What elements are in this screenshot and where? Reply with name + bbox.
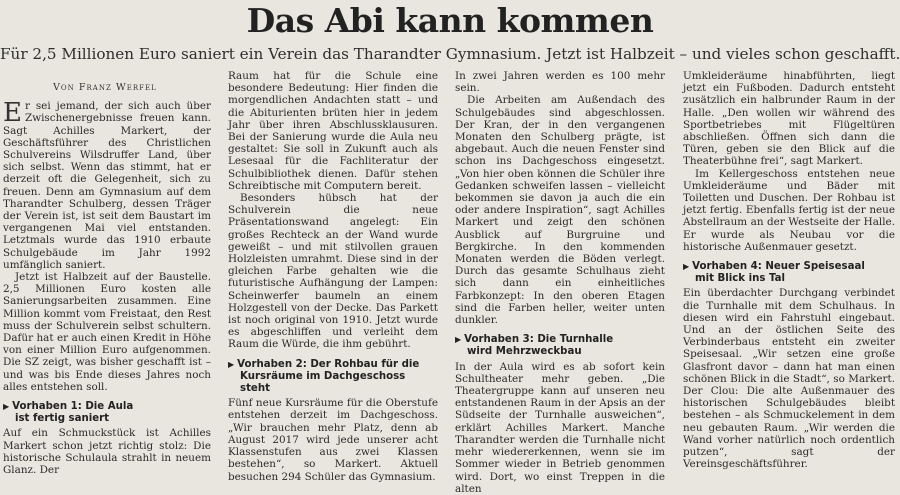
column-4	[683, 70, 895, 471]
paragraph-text: r sei jemand, der sich auch über Zwischenergebnisse freuen kann. Sagt Achilles Markert, der Geschäftsführer des Christlichen Schulvereins Wilsdruffer Land, über sich selbst. Wenn das stimmt, hat er derzeit oft die Gelegenheit, sich zu freuen. Denn am Gymnasium auf dem Tharandter Schulberg, dessen Träger der Verein ist, ist seit dem Baustart im vergangenen Mai viel entstanden. Letztmals wurde das 1910 erbaute Schulgebäude im Jahr 1992 umfänglich saniert.	[3, 100, 211, 271]
drop-cap: E	[3, 98, 22, 129]
paragraph: In der Aula wird es ab sofort kein Schultheater mehr geben. „Die Theatergruppe kann auf unseren neu entstandenen Raum in der Apsis an der Südseite der Turnhalle ausweichen“, erklärt Achilles Markert. Manche Tharandter werden die Turnhalle nicht mehr wiedererkennen, wenn sie im Sommer wieder in Betrieb genommen wird. Dort, wo einst Treppen in die alten	[455, 360, 665, 495]
triangle-bullet-icon: ▶	[455, 335, 462, 345]
paragraph: Auf ein Schmuckstück ist Achilles Markert schon jetzt richtig stolz: Die historische Schulaula strahlt in neuem Glanz. Der	[3, 427, 211, 477]
triangle-bullet-icon: ▶	[3, 402, 10, 412]
paragraph: Umkleideräume hinabführten, liegt jetzt ein Fußboden. Dadurch entsteht zusätzlich ein halbrunder Raum in der Halle. „Den wollen wir während des Sportbetriebes mit Flügeltüren abschließen. Öffnen sich dann die Türen, geben sie den Blick auf die Theaterbühne frei“, sagt Markert.	[683, 70, 895, 168]
heading-line: Vorhaben 4: Neuer Speisesaal	[692, 261, 865, 273]
byline: Von Franz Werfel	[53, 82, 157, 93]
paragraph: Raum hat für die Schule eine besondere Bedeutung: Hier finden die morgendlichen Andachten statt – und die Abiturienten brüten hier in jedem Jahr über ihren Abschlussklausuren. Bei der Sanierung wurde die Aula neu gestaltet: Sie soll in Zukunft auch als Lesesaal für die Fachliteratur der Schulbibliothek dienen. Dafür stehen Schreibtische mit Computern bereit.	[228, 70, 438, 192]
section-heading	[228, 359, 438, 396]
paragraph: Fünf neue Kursräume für die Oberstufe entstehen derzeit im Dachgeschoss. „Wir brauchen mehr Platz, denn ab August 2017 wird jede unserer acht Klassenstufen aus zwei Klassen bestehen“, so Markert. Aktuell besuchen 294 Schüler das Gymnasium.	[228, 397, 438, 483]
paragraph	[3, 100, 211, 271]
triangle-bullet-icon: ▶	[228, 359, 235, 369]
column-3	[455, 70, 665, 495]
section-heading	[3, 401, 211, 425]
paragraph: In zwei Jahren werden es 100 mehr sein.	[455, 70, 665, 95]
article-columns	[0, 70, 900, 495]
paragraph: Besonders hübsch hat der Schulverein die neue Präsentationswand angelegt: Ein großes Rechteck an der Wand wurde geweißt – und mit stilvollen grauen Holzleisten umrahmt. Diese sind in der gleichen Farbe gehalten wie die futuristische Aufhängung der Lampen: Scheinwerfer baumeln an einem Holzgestell von der Decke. Das Parkett ist noch original von 1910. Jetzt wurde es abgeschliffen und verleiht dem Raum die Würde, die ihm gebührt.	[228, 192, 438, 351]
headline: Das Abi kann kommen	[246, 1, 654, 40]
heading-line: mit Blick ins Tal	[695, 273, 785, 285]
heading-line: wird Mehrzweckbau	[467, 346, 582, 358]
heading-line: Vorhaben 3: Die Turnhalle	[464, 334, 614, 346]
column-1	[3, 70, 211, 477]
section-heading	[683, 261, 895, 285]
heading-line: Vorhaben 1: Die Aula	[12, 401, 134, 413]
section-heading	[455, 334, 665, 358]
heading-line: Vorhaben 2: Der Rohbau für die	[237, 358, 420, 370]
paragraph: Im Kellergeschoss entstehen neue Umkleideräume und Bäder mit Toiletten und Duschen. Der Rohbau ist jetzt fertig. Ebenfalls fertig ist der neue Abstellraum an der Westseite der Halle. Er wurde als Neubau vor die historische Außenmauer gesetzt.	[683, 167, 895, 253]
paragraph: Die Arbeiten am Außendach des Schulgebäudes sind abgeschlossen. Der Kran, der in den vergangenen Monaten den Schulberg prägte, ist abgebaut. Auch die neuen Fenster sind schon ins Dachgeschoss eingesetzt. „Von hier oben können die Schüler ihre Gedanken schweifen lassen – vielleicht bekommen sie davon ja auch die ein oder andere Inspiration“, sagt Achilles Markert und zeigt den schönen Ausblick auf Burgruine und Bergkirche. In den kommenden Monaten werden die Böden verlegt. Durch das gesamte Schulhaus zieht sich dann ein einheitliches Farbkonzept: In den oberen Etagen sind die Farben heller, weiter unten dunkler.	[455, 94, 665, 327]
paragraph: Ein überdachter Durchgang verbindet die Turnhalle mit dem Schulhaus. In diesen wird ein Fahrstuhl eingebaut. Und an der östlichen Seite des Verbinderbaus entsteht ein zweiter Speisesaal. „Wir setzen eine große Glasfront davor – dann hat man einen schönen Blick in die Stadt“, so Markert. Der Clou: Die alte Außenmauer des historischen Schulgebäudes bleibt bestehen – als Schmuckelement in dem neu gebauten Raum. „Wir werden die Wand vorher natürlich noch ordentlich putzen“, sagt der Vereinsgeschäftsführer.	[683, 287, 895, 471]
triangle-bullet-icon: ▶	[683, 262, 690, 272]
column-2	[228, 70, 438, 483]
paragraph: Jetzt ist Halbzeit auf der Baustelle. 2,5 Millionen Euro kosten alle Sanierungsarbeiten zusammen. Eine Million kommt vom Freistaat, den Rest muss der Schulverein selbst schultern. Dafür hat er auch einen Kredit in Höhe von einer Million Euro aufgenommen. Die SZ zeigt, was bisher geschafft ist – und was bis Ende dieses Jahres noch alles entstehen soll.	[3, 271, 211, 393]
heading-line: Kursräume im Dachgeschoss steht	[240, 370, 406, 395]
subheadline: Für 2,5 Millionen Euro saniert ein Verein das Tharandter Gymnasium. Jetzt ist Halbzeit – und vieles schon geschafft.	[0, 45, 900, 63]
heading-line: ist fertig saniert	[15, 413, 110, 425]
